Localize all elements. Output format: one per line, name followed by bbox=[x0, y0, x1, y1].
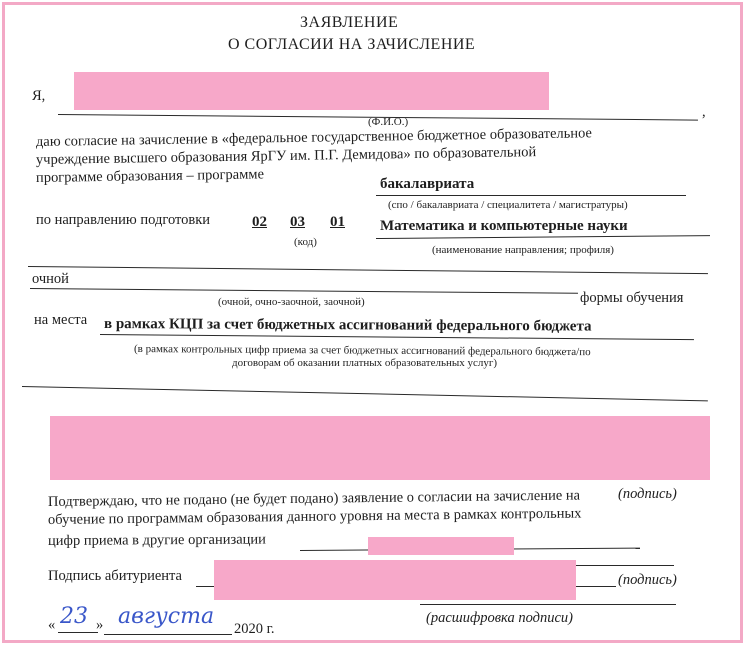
date-month: августа bbox=[118, 604, 215, 629]
signature-decode-line bbox=[420, 604, 676, 605]
signature-decode-caption: (расшифровка подписи) bbox=[426, 610, 574, 626]
date-month-line bbox=[104, 634, 232, 635]
program-line bbox=[376, 195, 686, 196]
consent-line-3: программе образования – программе bbox=[35, 166, 265, 186]
ya-label: Я, bbox=[32, 88, 46, 104]
confirm-line-1: Подтверждаю, что не подано (не будет подано) заявление о согласии на зачисление на bbox=[47, 487, 581, 510]
applicant-signature-label: Подпись абитуриента bbox=[48, 568, 182, 584]
date-year: 2020 г. bbox=[234, 621, 275, 637]
direction-value: Математика и компьютерные науки bbox=[380, 218, 628, 234]
code-part-1: 02 bbox=[252, 214, 267, 230]
consent-line-2: учреждение высшего образования ЯрГУ им. П.Г. Демидова» по образовательной bbox=[35, 144, 537, 168]
redacted-confirm bbox=[368, 537, 514, 555]
confirm-line-2: обучение по программам образования данного уровня на места в рамках контрольных bbox=[47, 505, 582, 528]
places-value: в рамках КЦП за счет бюджетных ассигнований федерального бюджета bbox=[103, 316, 592, 335]
form-value: очной bbox=[32, 271, 69, 287]
places-caption-line-1: (в рамках контрольных цифр приема за счет бюджетных ассигнований федерального бюджета/по bbox=[133, 343, 591, 359]
code-caption: (код) bbox=[294, 236, 317, 248]
date-day-line bbox=[58, 632, 98, 633]
confirm-line-3: цифр приема в другие организации bbox=[47, 531, 266, 549]
signature-caption-2: (подпись) bbox=[618, 572, 677, 588]
form-suffix: формы обучения bbox=[580, 290, 684, 306]
redacted-block bbox=[50, 416, 710, 480]
redacted-signature bbox=[214, 560, 576, 600]
fio-comma: , bbox=[702, 104, 706, 120]
consent-line-1: даю согласие на зачисление в «федеральное государственное бюджетное образовательное bbox=[35, 125, 593, 150]
fio-caption: (Ф.И.О.) bbox=[368, 116, 409, 128]
date-open-quote: « bbox=[48, 617, 56, 633]
signature-caption-1: (подпись) bbox=[618, 486, 677, 502]
direction-label: по направлению подготовки bbox=[36, 212, 211, 228]
program-caption: (спо / бакалавриата / специалитета / магистратуры) bbox=[388, 199, 628, 211]
date-day: 23 bbox=[60, 604, 88, 629]
places-label: на места bbox=[34, 312, 88, 328]
redacted-fio bbox=[74, 72, 549, 110]
date-close-quote: » bbox=[96, 617, 104, 633]
title-line-2: О СОГЛАСИИ НА ЗАЧИСЛЕНИЕ bbox=[228, 36, 476, 53]
direction-caption: (наименование направления; профиля) bbox=[432, 244, 614, 256]
places-caption-line-2: договорам об оказании платных образовательных услуг) bbox=[232, 357, 498, 369]
form-caption: (очной, очно-заочной, заочной) bbox=[218, 296, 365, 308]
code-part-3: 01 bbox=[330, 214, 345, 230]
code-part-2: 03 bbox=[290, 214, 305, 230]
program-value: бакалавриата bbox=[380, 176, 475, 192]
title-line-1: ЗАЯВЛЕНИЕ bbox=[300, 14, 399, 31]
